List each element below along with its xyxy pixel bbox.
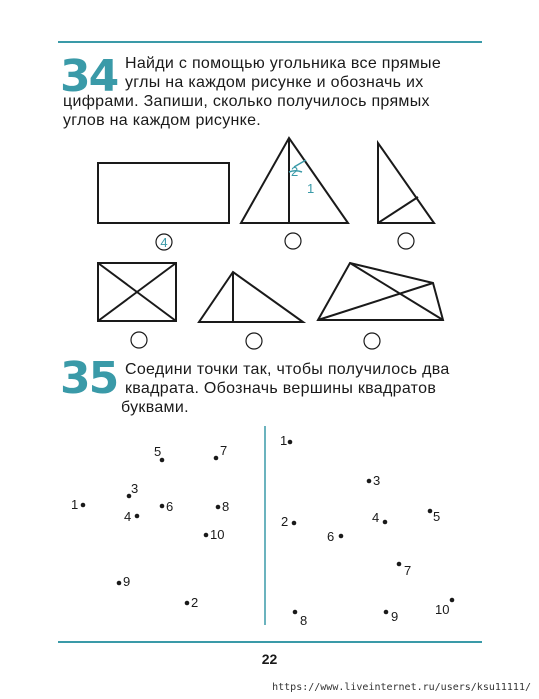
page-number: 22 xyxy=(261,651,278,667)
right-point-5-label: 5 xyxy=(433,509,441,524)
left-point-6-label: 6 xyxy=(166,499,174,514)
task-34-number: 34 xyxy=(60,51,118,102)
task-34-line-1: Найди с помощью угольника все прямые xyxy=(125,55,442,72)
answer-circle-6[interactable] xyxy=(364,333,380,349)
right-point-7-label: 7 xyxy=(404,563,412,578)
square-with-diagonals-figure xyxy=(98,263,176,321)
left-point-2-label: 2 xyxy=(191,595,199,610)
answer-value-1: 4 xyxy=(160,235,168,250)
right-point-4-label: 4 xyxy=(372,510,380,525)
left-point-7-label: 7 xyxy=(220,443,228,458)
right-point-10-label: 10 xyxy=(435,602,450,617)
answer-circle-3[interactable] xyxy=(398,233,414,249)
left-point-4-label: 4 xyxy=(124,509,132,524)
task-35-line-1: Соедини точки так, чтобы получилось два xyxy=(125,361,450,378)
left-point-5-label: 5 xyxy=(154,444,162,459)
task-34-line-4: углов на каждом рисунке. xyxy=(63,112,262,129)
right-dot-field xyxy=(280,433,454,628)
answer-circle-4[interactable] xyxy=(131,332,147,348)
right-point-9-label: 9 xyxy=(391,609,399,624)
left-point-10-label: 10 xyxy=(210,527,225,542)
rectangle-figure xyxy=(98,163,229,223)
footer-url[interactable]: https://www.liveinternet.ru/users/ksu11111/ xyxy=(272,682,531,693)
right-point-8-label: 8 xyxy=(300,613,308,628)
left-dot-field xyxy=(71,443,229,610)
answer-circle-5[interactable] xyxy=(246,333,262,349)
right-point-1-label: 1 xyxy=(280,433,288,448)
left-point-8-label: 8 xyxy=(222,499,230,514)
task-35-text xyxy=(121,360,450,417)
bottom-rule xyxy=(58,641,482,643)
task-34-line-2: углы на каждом рисунке и обозначь их xyxy=(125,74,424,91)
triangle-with-height-figure xyxy=(241,138,348,223)
task-35-line-2: квадрата. Обозначь вершины квадратов xyxy=(125,380,437,397)
isosceles-triangle-figure xyxy=(199,272,303,322)
task-34-line-3: цифрами. Запиши, сколько получилось прямых xyxy=(63,93,430,110)
left-point-9-label: 9 xyxy=(123,574,131,589)
right-triangle-figure xyxy=(378,143,434,223)
angle-label-2: 2 xyxy=(291,164,299,179)
right-point-3-label: 3 xyxy=(373,473,381,488)
crossing-triangles-figure xyxy=(318,263,443,320)
task-35-number: 35 xyxy=(60,353,118,404)
right-point-6-label: 6 xyxy=(327,529,335,544)
right-point-2-label: 2 xyxy=(281,514,289,529)
left-point-1-label: 1 xyxy=(71,497,79,512)
angle-label-1: 1 xyxy=(307,181,315,196)
left-point-3-label: 3 xyxy=(131,481,139,496)
task-35-line-3: буквами. xyxy=(121,399,189,416)
answer-circle-2[interactable] xyxy=(285,233,301,249)
